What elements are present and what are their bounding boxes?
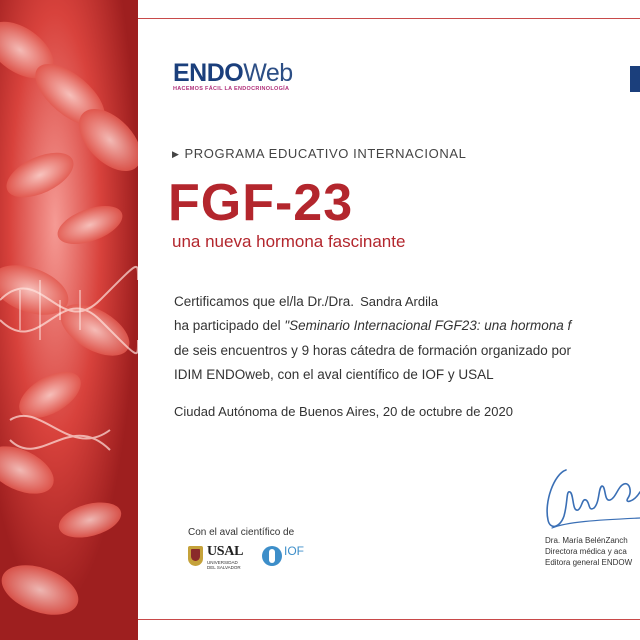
- endoweb-logo: [173, 60, 293, 92]
- participation-prefix: ha participado del: [174, 318, 281, 333]
- page-title: FGF-23: [168, 174, 354, 232]
- program-label-text: PROGRAMA EDUCATIVO INTERNACIONAL: [184, 146, 467, 161]
- certificate-line-4: IDIM ENDOweb, con el aval científico de IOF y USAL: [174, 367, 494, 382]
- usal-shield-icon: [188, 546, 203, 566]
- certify-prefix: Certificamos que el/la Dr./Dra.: [174, 294, 355, 309]
- iof-figure-icon: [262, 546, 282, 566]
- usal-logo: [188, 542, 250, 572]
- handwritten-signature: [536, 462, 640, 542]
- iof-text: IOF: [284, 544, 304, 558]
- iof-logo: [262, 544, 312, 570]
- frame-bottom-line: [138, 619, 640, 620]
- signatory-role-2: Editora general ENDOW: [545, 558, 633, 567]
- endorsement-label: Con el aval científico de: [188, 527, 295, 538]
- logo-web-text: Web: [243, 59, 293, 87]
- seminar-title: "Seminario Internacional FGF23: una hormona f: [284, 318, 572, 333]
- page-subtitle: una nueva hormona fascinante: [172, 232, 406, 251]
- certificate-line-3: de seis encuentros y 9 horas cátedra de formación organizado por: [174, 343, 571, 358]
- corner-mark: [630, 66, 640, 92]
- program-label: [172, 146, 466, 161]
- logo-endo-text: ENDO: [173, 59, 244, 87]
- recipient-name: Sandra Ardila: [360, 294, 439, 309]
- signatory-name: Dra. María BelénZanch: [545, 536, 628, 545]
- certificate-line-2: [174, 318, 640, 333]
- place-date: Ciudad Autónoma de Buenos Aires, 20 de octubre de 2020: [174, 404, 513, 419]
- certificate-line-1: [174, 294, 640, 309]
- triangle-icon: ▶: [172, 149, 180, 159]
- signatory-role-1: Directora médica y aca: [545, 547, 627, 556]
- logo-tagline: HACEMOS FÁCIL LA ENDOCRINOLOGÍA: [173, 86, 290, 92]
- usal-text: USAL: [207, 544, 244, 559]
- usal-subtext: UNIVERSIDAD DEL SALVADOR: [207, 560, 241, 570]
- dna-artwork: [0, 0, 138, 640]
- frame-top-line: [138, 18, 640, 19]
- signatory-block: [545, 535, 640, 568]
